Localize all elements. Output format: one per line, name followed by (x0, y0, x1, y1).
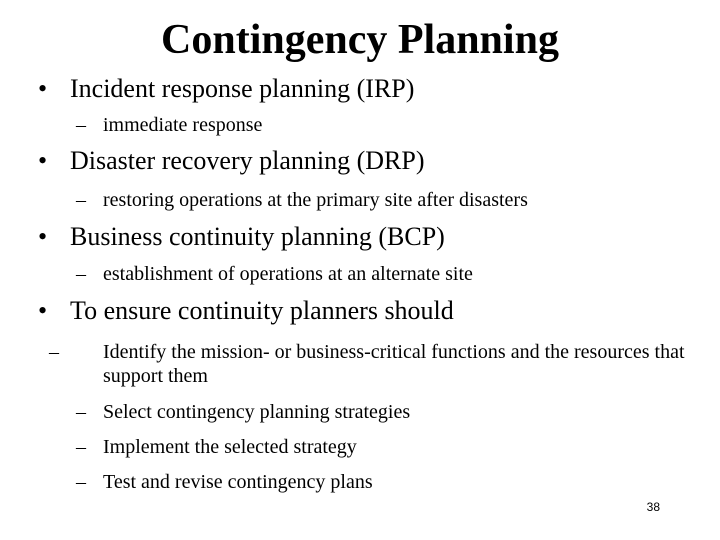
bullet-item-drp (38, 146, 425, 176)
sub-item-text: Select contingency planning strategies (103, 401, 411, 423)
sub-item-text: Identify the mission- or business-critical functions and the resources that support them (103, 341, 685, 387)
sub-item-text: establishment of operations at an alternate site (103, 263, 473, 285)
sub-item (76, 400, 410, 424)
slide-title: Contingency Planning (161, 17, 559, 63)
bullet-icon: • (38, 296, 48, 325)
sub-item (76, 113, 262, 137)
sub-item-text: restoring operations at the primary site after disasters (103, 189, 528, 211)
bullet-text: Disaster recovery planning (DRP) (70, 146, 425, 175)
sub-item (76, 262, 473, 286)
page-number: 38 (646, 500, 660, 514)
sub-item-text: Implement the selected strategy (103, 436, 357, 458)
dash-icon: – (76, 401, 86, 423)
sub-item (76, 470, 373, 494)
bullet-item-continuity (38, 296, 454, 326)
sub-item (76, 435, 357, 459)
dash-icon: – (76, 189, 86, 211)
bullet-item-irp (38, 74, 414, 104)
bullet-text: To ensure continuity planners should (70, 296, 454, 325)
sub-item-text: Test and revise contingency plans (103, 471, 373, 493)
bullet-icon: • (38, 74, 48, 103)
sub-item (49, 340, 703, 388)
dash-icon: – (49, 341, 59, 363)
bullet-icon: • (38, 222, 48, 251)
dash-icon: – (76, 263, 86, 285)
dash-icon: – (76, 114, 86, 136)
sub-item (76, 188, 528, 212)
bullet-icon: • (38, 146, 48, 175)
dash-icon: – (76, 471, 86, 493)
bullet-item-bcp (38, 222, 445, 252)
dash-icon: – (76, 436, 86, 458)
bullet-text: Incident response planning (IRP) (70, 74, 415, 103)
bullet-text: Business continuity planning (BCP) (70, 222, 445, 251)
sub-item-text: immediate response (103, 114, 263, 136)
